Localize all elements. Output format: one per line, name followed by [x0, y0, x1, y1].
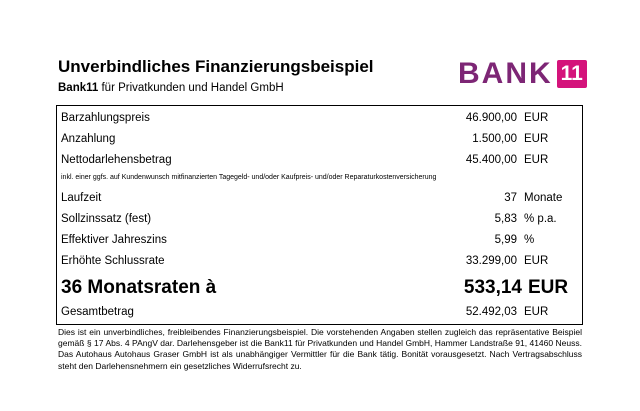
bank11-logo [458, 59, 587, 89]
row-value: 37 [504, 192, 517, 204]
row-value: 45.400,00 [465, 154, 517, 166]
lender-name: Bank11 [58, 82, 99, 94]
row-unit: EUR [524, 306, 549, 318]
row-value: 52.492,03 [465, 306, 517, 318]
legal-disclaimer: Dies ist ein unverbindliches, freibleibendes Finanzierungsbeispiel. Die vorstehenden Angaben stellen zugleich das repräsentative Beispiel gemäß § 17 Abs. 4 PAngV dar. Darlehensgeber ist die Bank11 für Privatkunden und Handel GmbH, Hammer Landstraße 91, 41460 Neuss. Das Autohaus Autohaus Graser GmbH ist als unabhängiger Vermittler für die Bank tätig. Bonität vorausgesetzt. Nach Vertragsabschluss steht den Darlehensnehmern ein gesetzliches Widerrufsrecht zu. [58, 327, 582, 371]
logo-text: BANK [458, 57, 553, 90]
row-unit: EUR [524, 133, 549, 145]
row-unit: Monate [524, 192, 563, 204]
row-label: Sollzinssatz (fest) [61, 213, 152, 225]
row-label: Anzahlung [61, 133, 116, 145]
row-label: Effektiver Jahreszins [61, 234, 167, 246]
row-unit: EUR [524, 112, 549, 124]
lender-suffix: für Privatkunden und Handel GmbH [98, 82, 284, 94]
row-unit: EUR [524, 154, 549, 166]
row-label: Laufzeit [61, 192, 102, 204]
page-title: Unverbindliches Finanzierungsbeispiel [58, 57, 374, 76]
row-unit: EUR [528, 277, 569, 298]
row-value: 5,99 [494, 234, 517, 246]
row-unit: % [524, 234, 535, 246]
row-label: 36 Monatsraten à [61, 277, 217, 298]
row-value: 46.900,00 [465, 112, 517, 124]
row-label: Gesamtbetrag [61, 306, 134, 318]
row-unit: EUR [524, 255, 549, 267]
row-value: 1.500,00 [472, 133, 517, 145]
row-value: 5,83 [494, 213, 517, 225]
row-label: Erhöhte Schlussrate [61, 255, 165, 267]
insurance-note: inkl. einer ggfs. auf Kundenwunsch mitfinanzierten Tagegeld- und/oder Kaufpreis- und/oder Reparaturkostenversicherung [61, 174, 437, 181]
row-label: Nettodarlehensbetrag [61, 154, 172, 166]
row-label: Barzahlungspreis [61, 112, 150, 124]
row-value: 533,14 [463, 277, 522, 298]
lender-line [58, 82, 284, 94]
row-value: 33.299,00 [465, 255, 517, 267]
row-unit: % p.a. [524, 213, 557, 225]
logo-number-box: 11 [557, 60, 587, 88]
financing-table [56, 105, 583, 325]
